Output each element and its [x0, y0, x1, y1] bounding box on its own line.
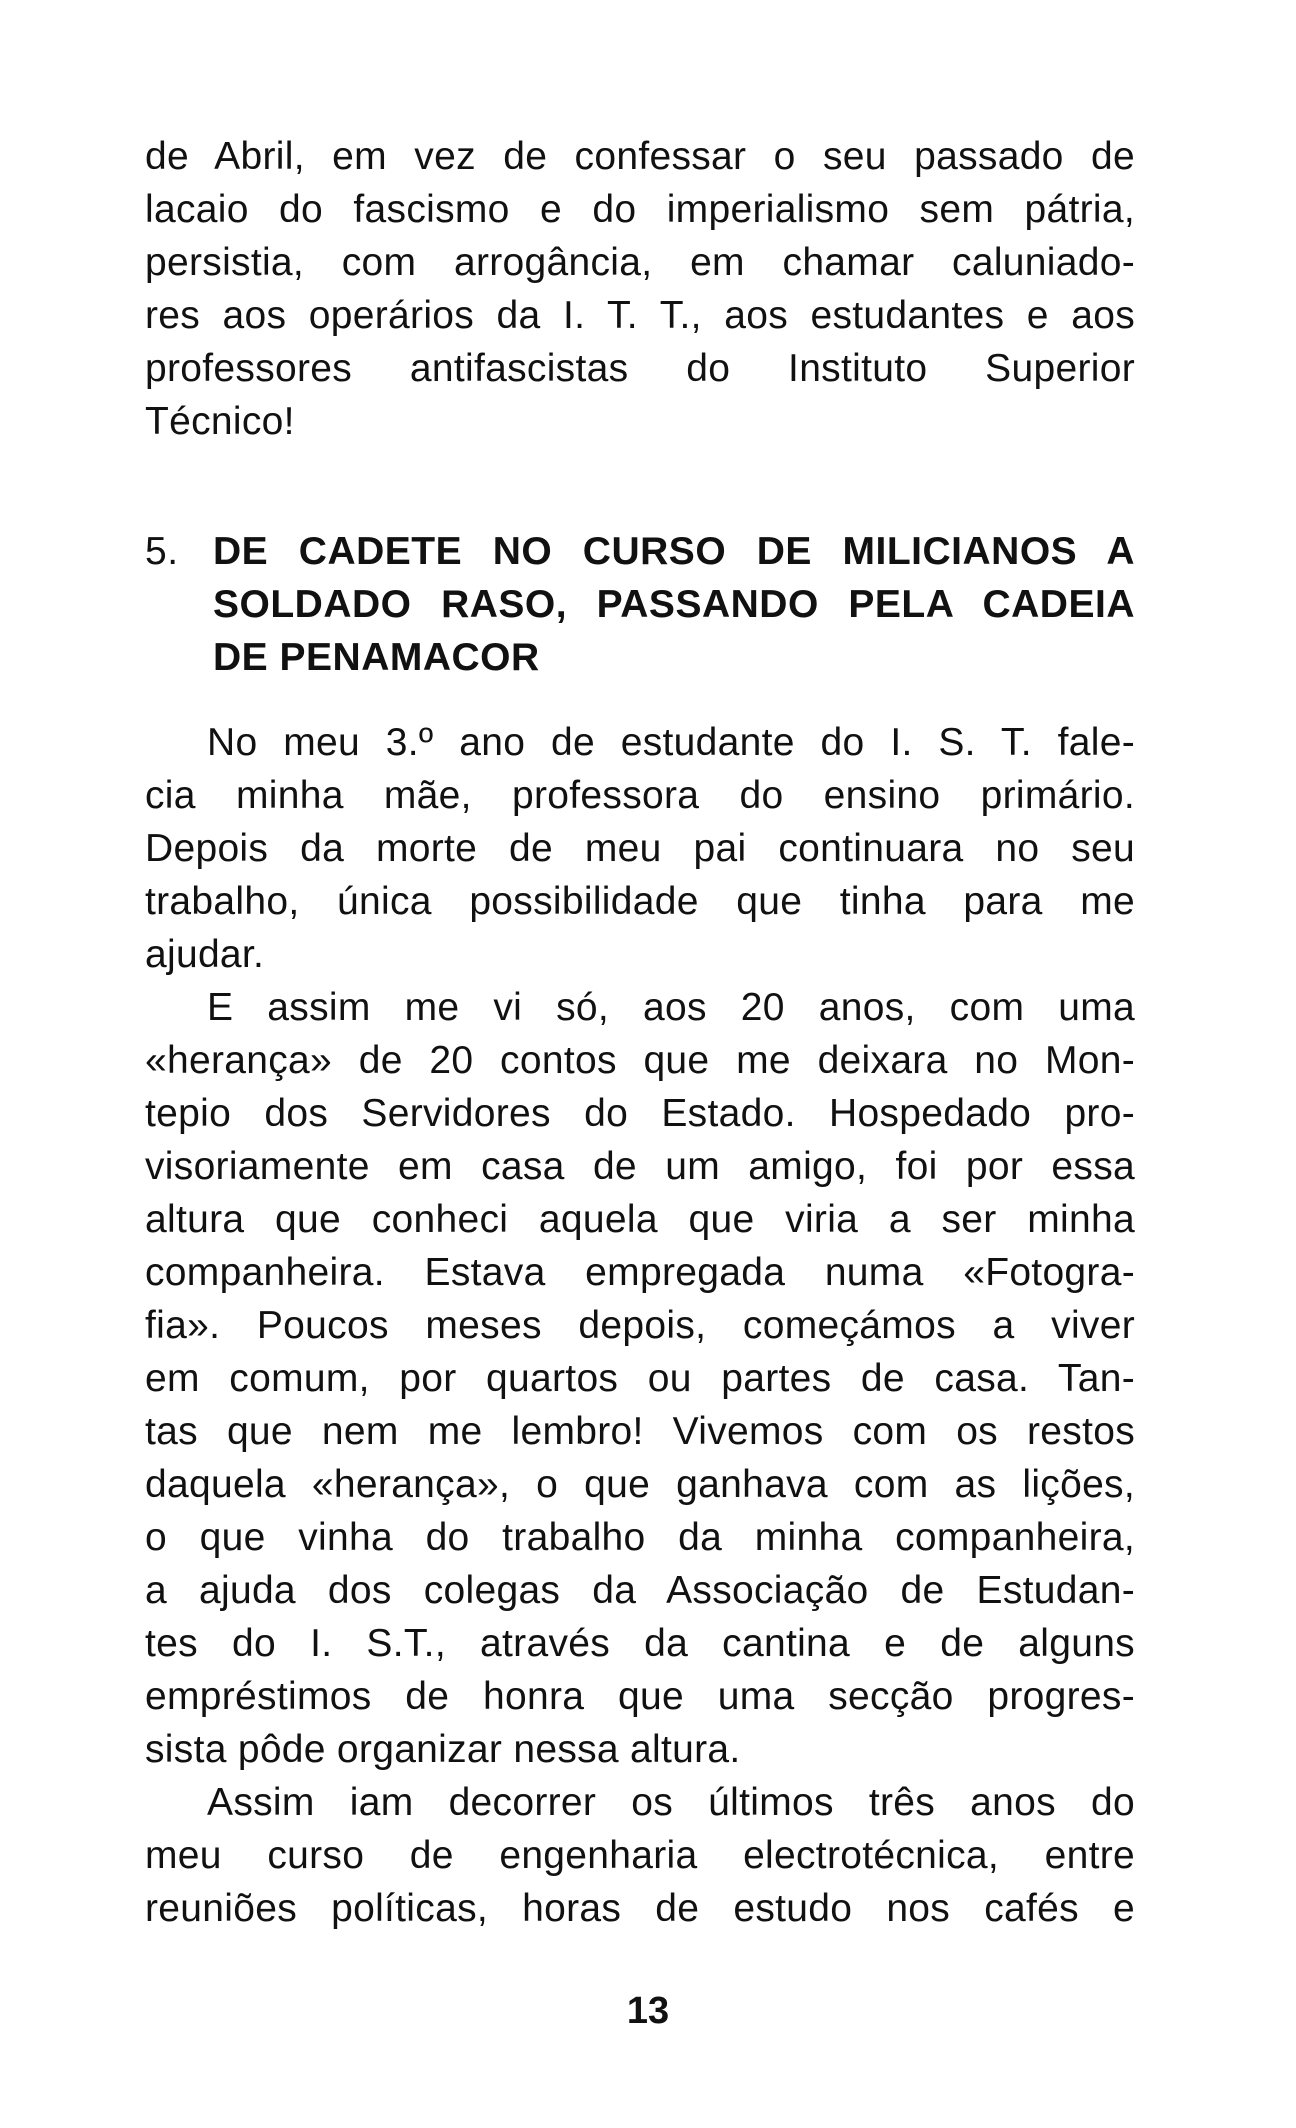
- text-line: res aos operários da I. T. T., aos estudantes e aos: [145, 294, 1135, 337]
- text-line: cia minha mãe, professora do ensino primário.: [145, 774, 1135, 817]
- text-line: No meu 3.º ano de estudante do I. S. T. fale-: [207, 721, 1135, 764]
- text-line: visoriamente em casa de um amigo, foi por essa: [145, 1145, 1135, 1188]
- text-line: E assim me vi só, aos 20 anos, com uma: [207, 986, 1135, 1029]
- text-line: fia». Poucos meses depois, começámos a viver: [145, 1304, 1135, 1347]
- text-line: trabalho, única possibilidade que tinha para me: [145, 880, 1135, 923]
- intro-paragraph: [145, 130, 1135, 448]
- body-text: [145, 716, 1135, 1935]
- text-line: tes do I. S.T., através da cantina e de alguns: [145, 1622, 1135, 1665]
- heading-line: DE PENAMACOR: [213, 636, 540, 679]
- text-line: professores antifascistas do Instituto Superior: [145, 347, 1135, 390]
- text-line: meu curso de engenharia electrotécnica, entre: [145, 1834, 1135, 1877]
- text-line: a ajuda dos colegas da Associação de Estudan-: [145, 1569, 1135, 1612]
- section-number: 5.: [145, 530, 179, 573]
- text-line: lacaio do fascismo e do imperialismo sem pátria,: [145, 188, 1135, 231]
- text-line: Depois da morte de meu pai continuara no seu: [145, 827, 1135, 870]
- text-line: Técnico!: [145, 400, 295, 443]
- page-number: 13: [626, 1990, 670, 2032]
- heading-line: DE CADETE NO CURSO DE MILICIANOS A: [213, 530, 1135, 573]
- section-title: [213, 525, 1135, 684]
- heading-line: SOLDADO RASO, PASSANDO PELA CADEIA: [213, 583, 1135, 626]
- text-line: «herança» de 20 contos que me deixara no Mon-: [145, 1039, 1135, 1082]
- text-line: persistia, com arrogância, em chamar caluniado-: [145, 241, 1135, 284]
- text-line: reuniões políticas, horas de estudo nos cafés e: [145, 1887, 1135, 1930]
- text-line: de Abril, em vez de confessar o seu passado de: [145, 135, 1135, 178]
- text-line: o que vinha do trabalho da minha companheira,: [145, 1516, 1135, 1559]
- text-line: tas que nem me lembro! Vivemos com os restos: [145, 1410, 1135, 1453]
- text-line: sista pôde organizar nessa altura.: [145, 1728, 741, 1771]
- text-line: tepio dos Servidores do Estado. Hospedado pro-: [145, 1092, 1135, 1135]
- text-line: altura que conheci aquela que viria a ser minha: [145, 1198, 1135, 1241]
- text-line: ajudar.: [145, 933, 265, 976]
- text-line: Assim iam decorrer os últimos três anos do: [207, 1781, 1135, 1824]
- text-line: empréstimos de honra que uma secção progres-: [145, 1675, 1135, 1718]
- text-line: em comum, por quartos ou partes de casa. Tan-: [145, 1357, 1135, 1400]
- text-line: daquela «herança», o que ganhava com as lições,: [145, 1463, 1135, 1506]
- text-line: companheira. Estava empregada numa «Fotogra-: [145, 1251, 1135, 1294]
